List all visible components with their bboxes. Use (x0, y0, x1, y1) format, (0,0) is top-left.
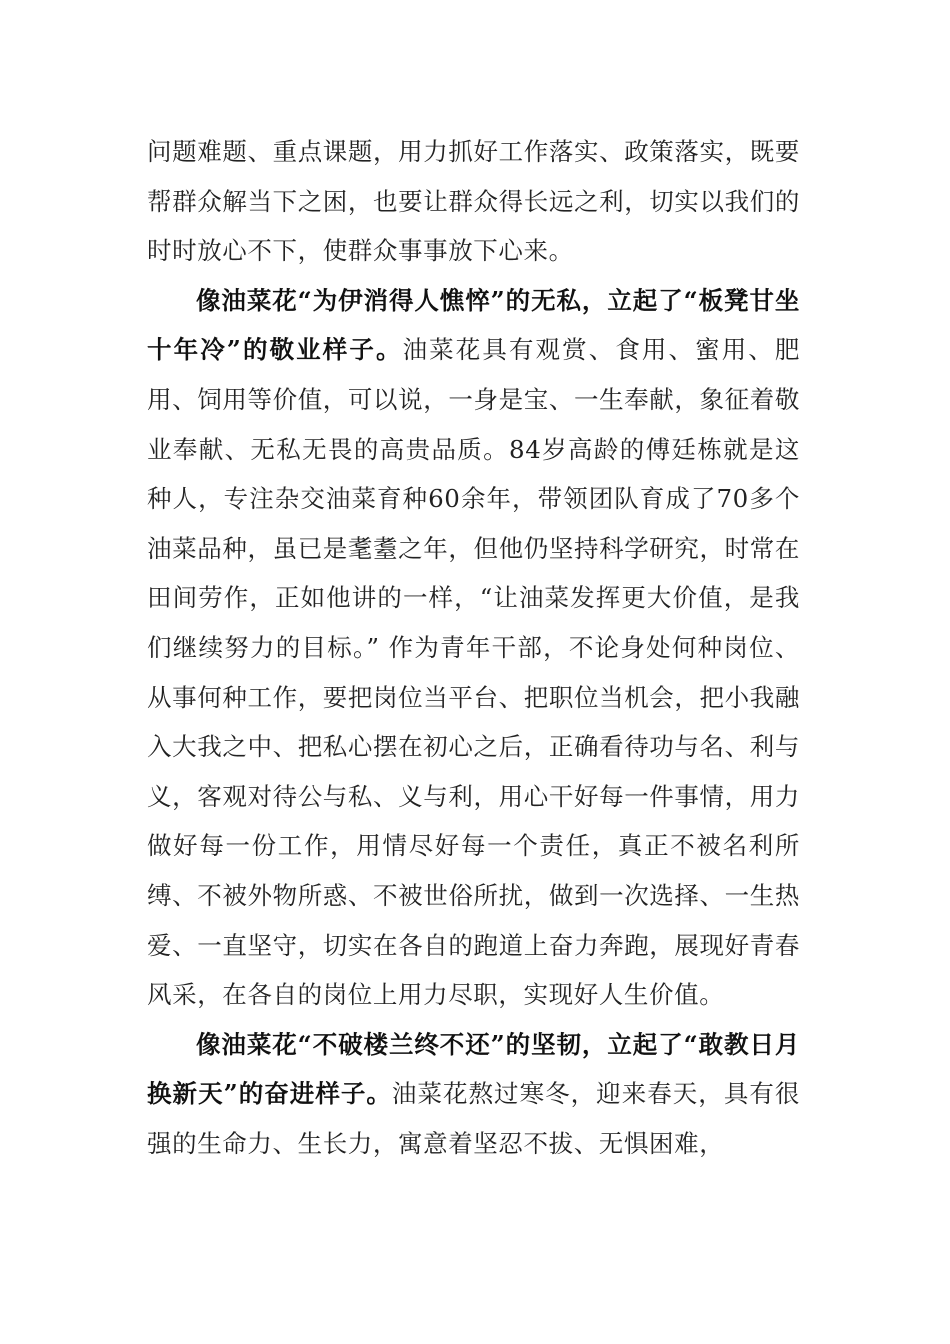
paragraph-text: 问题难题、重点课题，用力抓好工作落实、政策落实，既要帮群众解当下之困，也要让群众得长远之利，切实以我们的时时放心不下，使群众事事放下心来。 (147, 137, 800, 266)
paragraph-tenacity (147, 1020, 800, 1169)
paragraph-continuation (147, 127, 800, 276)
paragraph-text: 油菜花具有观赏、食用、蜜用、肥用、饲用等价值，可以说，一身是宝、一生奉献，象征着敬业奉献、无私无畏的高贵品质。84岁高龄的傅廷栋就是这种人，专注杂交油菜育种60余年，带领团队育成了70多个油菜品种，虽已是耄耋之年，但他仍坚持科学研究，时常在田间劳作，正如他讲的一样，“让油菜发挥更大价值，是我们继续努力的目标。” 作为青年干部，不论身处何种岗位、从事何种工作，要把岗位当平台、把职位当机会，把小我融入大我之中、把私心摆在初心之后，正确看待功与名、利与义，客观对待公与私、义与利，用心干好每一件事情，用力做好每一份工作，用情尽好每一个责任，真正不被名利所缚、不被外物所惑、不被世俗所扰，做到一次选择、一生热爱、一直坚守，切实在各自的跑道上奋力奔跑，展现好青春风采，在各自的岗位上用力尽职，实现好人生价值。 (147, 335, 801, 1010)
paragraph-lead-sentence: 像油菜花“不破楼兰终不还”的坚韧，立起了“敢教日月换新天”的奋进样子。 (147, 1029, 800, 1109)
paragraph-selflessness (147, 276, 800, 1020)
document-body (147, 127, 800, 1168)
paragraph-text: 油菜花熬过寒冬，迎来春天，具有很强的生命力、生长力，寓意着坚忍不拔、无惧困难， (147, 1079, 800, 1158)
paragraph-lead-sentence: 像油菜花“为伊消得人憔悴”的无私，立起了“板凳甘坐十年冷”的敬业样子。 (147, 285, 800, 365)
